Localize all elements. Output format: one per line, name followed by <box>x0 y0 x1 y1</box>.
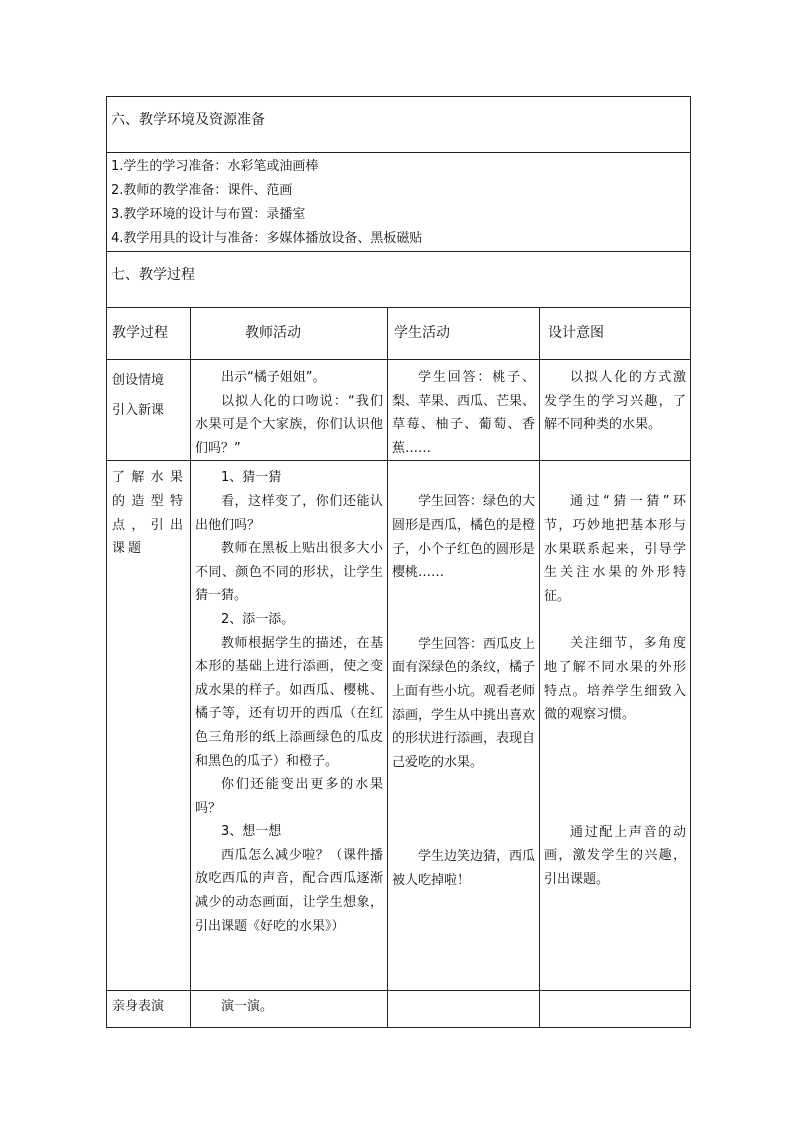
teacher-para: 看，这样变了，你们还能认出他们吗？ <box>195 493 383 533</box>
teacher-para: 教师在黑板上贴出很多大小不同、颜色不同的形状，让学生猜一猜。 <box>195 541 383 604</box>
intent-cell <box>540 461 691 991</box>
teacher-para: 西瓜怎么减少啦？（课件播放吃西瓜的声音，配合西瓜逐渐减少的动态画面，让学生想象，引出课题《好吃的水果》） <box>195 847 383 934</box>
intent-para: 通过配上声音的动画，激发学生的兴趣，引出课题。 <box>544 824 686 887</box>
teacher-para: 2、添一添。 <box>221 611 295 627</box>
teacher-para: 演一演。 <box>221 999 274 1015</box>
header-student: 学生活动 <box>388 308 540 360</box>
table-row <box>107 360 691 461</box>
header-intent: 设计意图 <box>540 308 691 360</box>
stage-cell <box>107 360 191 461</box>
prep-item: 4.教学用具的设计与准备：多媒体播放设备、黑板磁贴 <box>111 231 423 246</box>
student-para: 学生回答：西瓜皮上面有深绿色的条纹，橘子上面有些小坑。观看老师添画，学生从中挑出喜欢的形状进行添画，表现自己爱吃的水果。 <box>392 636 536 770</box>
teacher-cell <box>191 360 388 461</box>
teacher-cell <box>191 991 388 1028</box>
teacher-para: 你们还能变出更多的水果吗？ <box>195 777 383 816</box>
prep-item: 1.学生的学习准备：水彩笔或油画棒 <box>111 159 319 174</box>
intent-para: 通过“猜一猜”环节，巧妙地把基本形与水果联系起来，引导学生关注水果的外形特征。 <box>544 494 686 604</box>
teacher-cell <box>191 461 388 991</box>
resource-preparation-list <box>107 153 691 252</box>
lesson-plan-document <box>106 96 690 1028</box>
header-stage: 教学过程 <box>107 308 191 360</box>
table-row <box>107 461 691 991</box>
intent-para: 关注细节，多角度地了解不同水果的外形特点。培养学生细致入微的观察习惯。 <box>544 636 686 723</box>
section-6-title: 六、教学环境及资源准备 <box>107 97 691 153</box>
prep-item: 2.教师的教学准备：课件、范画 <box>111 183 293 198</box>
student-cell <box>388 991 540 1028</box>
student-cell <box>388 360 540 461</box>
stage-cell: 亲身表演 <box>107 991 191 1028</box>
teacher-para: 以拟人化的口吻说：“我们水果可是个大家族，你们认识他们吗？” <box>195 393 383 456</box>
prep-item: 3.教学环境的设计与布置：录播室 <box>111 207 306 222</box>
stage-line: 引入新课 <box>112 403 165 418</box>
student-cell <box>388 461 540 991</box>
intent-cell <box>540 991 691 1028</box>
stage-line: 了解水果的造型特点，引出课题 <box>112 470 186 557</box>
student-para: 学生回答：桃子、梨、苹果、西瓜、芒果、草莓、柚子、葡萄、香蕉…… <box>392 370 536 456</box>
section-7-title: 七、教学过程 <box>107 252 691 308</box>
stage-line: 创设情境 <box>112 373 165 388</box>
lesson-plan-table <box>106 96 691 1028</box>
student-para: 学生回答：绿色的大圆形是西瓜，橘色的是橙子，小个子红色的圆形是樱桃…… <box>392 494 536 581</box>
teacher-para: 1、猜一猜 <box>221 470 282 486</box>
intent-para: 以拟人化的方式激发学生的学习兴趣，了解不同种类的水果。 <box>544 370 686 433</box>
table-header-row <box>107 308 691 360</box>
student-para: 学生边笑边猜，西瓜被人吃掉啦！ <box>392 849 536 888</box>
teacher-para: 3、想一想 <box>221 824 282 840</box>
teacher-para: 教师根据学生的描述，在基本形的基础上进行添画，使之变成水果的样子。如西瓜、樱桃、橘子等，还有切开的西瓜（在红色三角形的纸上添画绿色的瓜皮和黑色的瓜子）和橙子。 <box>195 635 383 769</box>
intent-cell <box>540 360 691 461</box>
teacher-para: 出示“橘子姐姐”。 <box>221 370 326 385</box>
table-row <box>107 991 691 1028</box>
header-teacher: 教师活动 <box>191 308 388 360</box>
stage-cell <box>107 461 191 991</box>
